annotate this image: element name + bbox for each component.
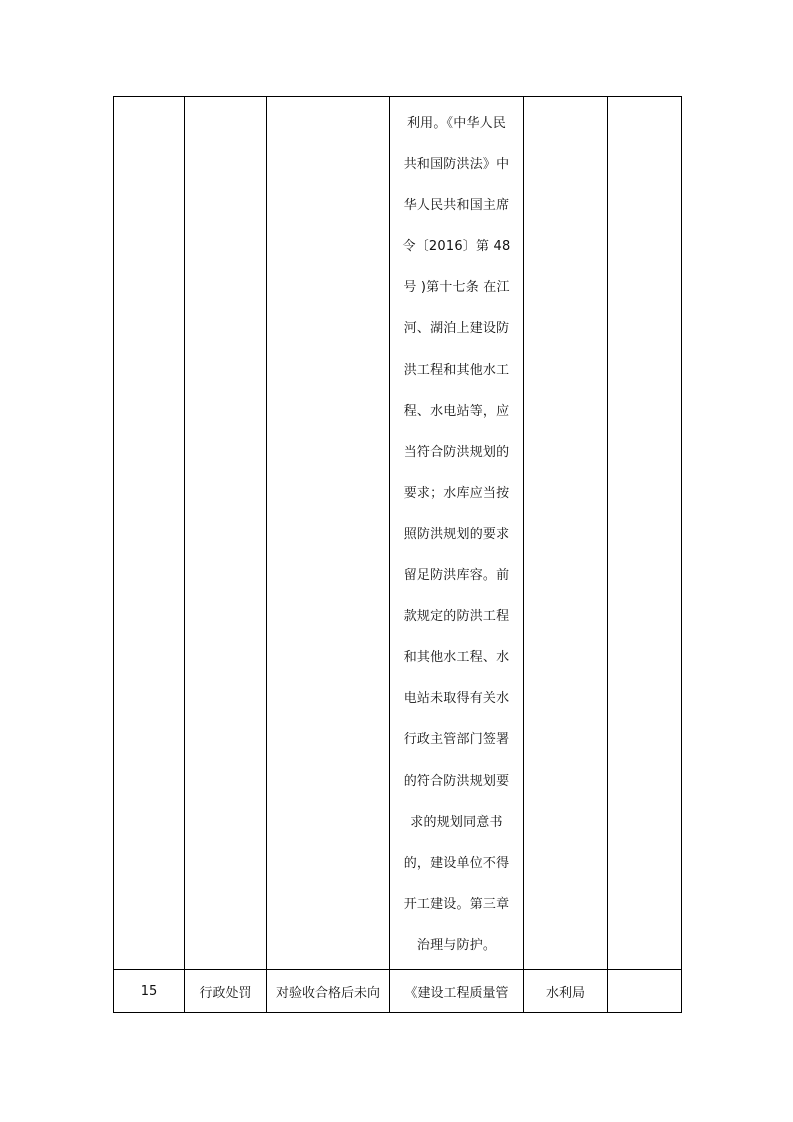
row-category: 行政处罚 xyxy=(199,985,252,1001)
legal-basis-line: 洪工程和其他水工 xyxy=(403,362,510,378)
row-number: 15 xyxy=(140,983,158,999)
row-basis: 《建设工程质量管 xyxy=(404,985,509,1001)
table-row-continued xyxy=(114,97,682,970)
legal-basis-line: 开工建设。第三章 xyxy=(403,896,510,912)
legal-basis-line: 华人民共和国主席 xyxy=(403,198,510,214)
cell-department xyxy=(524,970,608,1013)
legal-basis-line: 照防洪规划的要求 xyxy=(403,526,510,542)
legal-basis-line: 当符合防洪规划的 xyxy=(403,444,510,460)
cell-department-empty xyxy=(524,97,608,970)
row-item: 对验收合格后未向 xyxy=(275,985,380,1001)
cell-number-empty xyxy=(114,97,185,970)
legal-basis-text xyxy=(390,97,523,969)
legal-basis-line: 电站未取得有关水 xyxy=(403,691,510,707)
legal-basis-line: 共和国防洪法》中 xyxy=(403,157,510,173)
legal-basis-line: 行政主管部门签署 xyxy=(403,732,510,748)
legal-basis-line: 求的规划同意书 xyxy=(410,814,503,830)
legal-basis-line: 款规定的防洪工程 xyxy=(403,609,510,625)
legal-basis-line: 的符合防洪规划要 xyxy=(403,773,510,789)
cell-category xyxy=(185,970,267,1013)
legal-basis-line: 的，建设单位不得 xyxy=(403,855,510,871)
cell-basis xyxy=(390,970,524,1013)
cell-remark-empty xyxy=(608,97,682,970)
legal-basis-line: 利用。《中华人民 xyxy=(406,116,507,131)
cell-category-empty xyxy=(185,97,267,970)
row-department: 水利局 xyxy=(545,985,585,1001)
cell-number xyxy=(114,970,185,1013)
cell-legal-basis xyxy=(390,97,524,970)
legal-basis-line: 和其他水工程、水 xyxy=(403,650,510,666)
legal-basis-line: 号 )第十七条 在江 xyxy=(403,280,510,296)
legal-basis-line: 要求；水库应当按 xyxy=(403,485,510,501)
legal-basis-line: 令〔2016〕第 48 xyxy=(402,239,511,255)
cell-remark xyxy=(608,970,682,1013)
cell-item-empty xyxy=(267,97,390,970)
cell-item xyxy=(267,970,390,1013)
table-row xyxy=(114,970,682,1013)
power-list-table xyxy=(113,96,682,1013)
legal-basis-line: 河、湖泊上建设防 xyxy=(403,321,510,337)
legal-basis-line: 治理与防护。 xyxy=(416,937,497,953)
legal-basis-line: 留足防洪库容。前 xyxy=(403,568,510,584)
legal-basis-line: 程、水电站等，应 xyxy=(403,403,510,419)
